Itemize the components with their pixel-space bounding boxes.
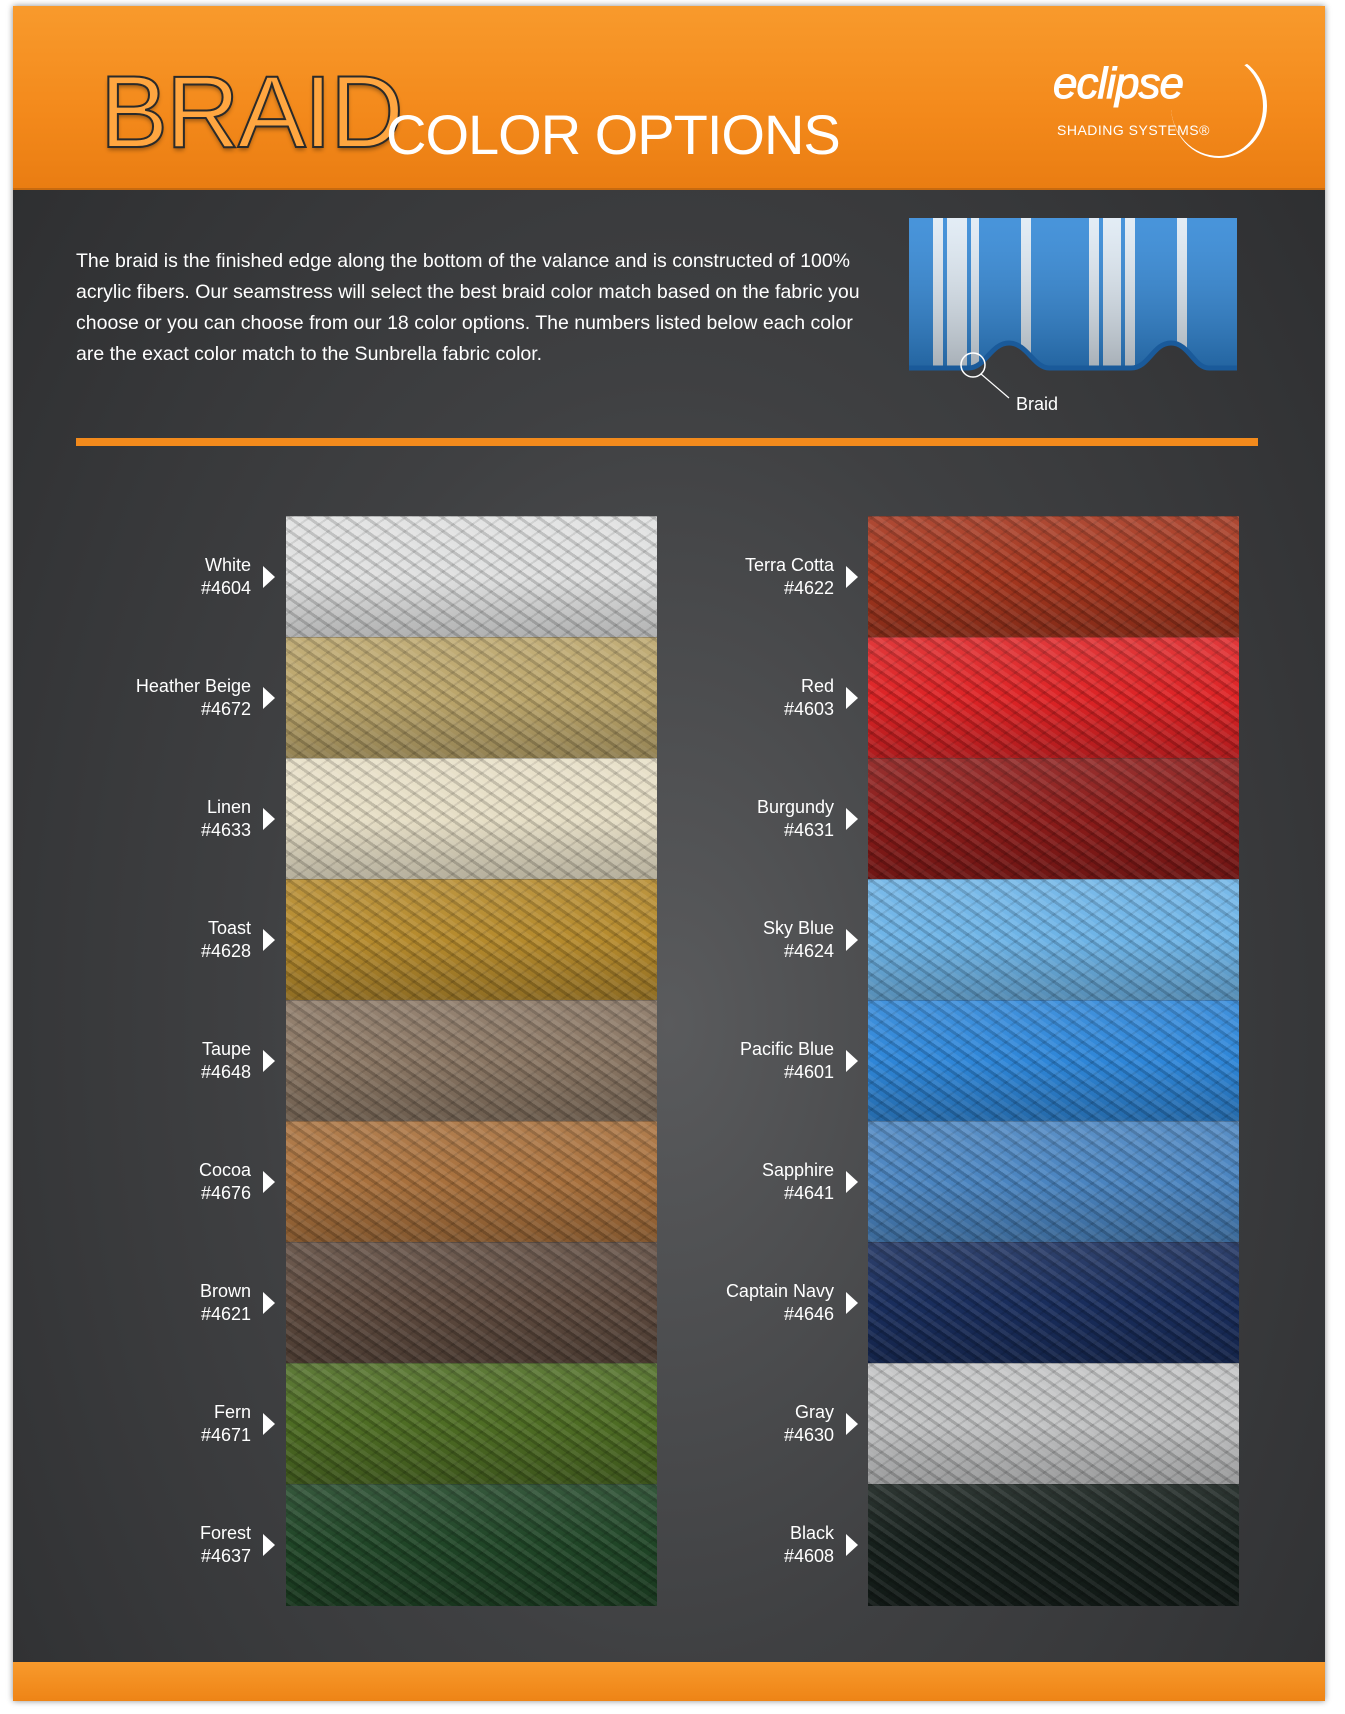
braid-swatch	[868, 758, 1239, 880]
pointer-arrow-icon	[846, 1050, 858, 1072]
swatch-shading	[286, 637, 657, 759]
color-name: Forest	[199, 1523, 251, 1543]
swatch-shading	[286, 1121, 657, 1243]
braid-swatch	[868, 516, 1239, 638]
intro-paragraph: The braid is the finished edge along the bottom of the valance and is constructed of 100% acrylic fibers. Our seamstress will select the best braid color match based on the fabric you choose or you can choose from our 18 color options. The numbers listed below each color are the exact color match to the Sunbrella fabric color.	[76, 250, 860, 365]
pointer-arrow-icon	[263, 1171, 275, 1193]
braid-swatch	[286, 516, 657, 638]
swatch-shading	[286, 1242, 657, 1364]
color-code: #4604	[200, 578, 251, 598]
orange-divider	[76, 438, 1258, 446]
color-code: #4601	[783, 1062, 834, 1082]
pointer-arrow-icon	[846, 929, 858, 951]
color-name: Black	[789, 1523, 834, 1543]
pointer-arrow-icon	[263, 808, 275, 830]
braid-swatch	[868, 879, 1239, 1001]
valance-fabric	[909, 218, 1237, 368]
braid-swatch	[286, 758, 657, 880]
braid-swatch	[286, 879, 657, 1001]
braid-swatch	[868, 1242, 1239, 1364]
color-code: #4608	[783, 1546, 834, 1566]
swatch-shading	[868, 1363, 1239, 1485]
logo-wordmark: eclipse	[1053, 59, 1183, 108]
swatch-shading	[286, 879, 657, 1001]
swatch-shading	[286, 1484, 657, 1606]
pointer-arrow-icon	[263, 566, 275, 588]
color-code: #4646	[783, 1304, 834, 1324]
pointer-arrow-icon	[846, 1413, 858, 1435]
footer-bar	[13, 1662, 1325, 1701]
swatch-shading	[868, 758, 1239, 880]
braid-callout-label: Braid	[1016, 394, 1059, 414]
color-name: Taupe	[201, 1039, 251, 1059]
color-name: Pacific Blue	[739, 1039, 834, 1059]
color-code: #4633	[200, 820, 251, 840]
color-name: Sky Blue	[762, 918, 834, 938]
swatch-shading	[286, 516, 657, 638]
color-name: Burgundy	[756, 797, 834, 817]
brochure-page	[13, 6, 1325, 1701]
swatch-label	[614, 1522, 834, 1568]
color-name: Brown	[199, 1281, 251, 1301]
color-code: #4641	[783, 1183, 834, 1203]
color-code: #4624	[783, 941, 834, 961]
swatch-shading	[286, 1363, 657, 1485]
pointer-arrow-icon	[846, 1292, 858, 1314]
swatch-shading	[868, 1242, 1239, 1364]
pointer-arrow-icon	[263, 1413, 275, 1435]
braid-swatch	[868, 1363, 1239, 1485]
swatch-label	[31, 1159, 251, 1205]
color-name: Terra Cotta	[744, 555, 834, 575]
pointer-arrow-icon	[263, 687, 275, 709]
color-name: White	[204, 555, 251, 575]
swatch-label	[614, 1280, 834, 1326]
color-code: #4603	[783, 699, 834, 719]
color-name: Gray	[794, 1402, 834, 1422]
pointer-arrow-icon	[846, 566, 858, 588]
valance-illustration	[909, 218, 1249, 408]
swatch-label	[31, 1280, 251, 1326]
color-name: Linen	[206, 797, 251, 817]
pointer-arrow-icon	[846, 1534, 858, 1556]
swatch-shading	[868, 1121, 1239, 1243]
color-name: Fern	[213, 1402, 251, 1422]
pointer-arrow-icon	[263, 1292, 275, 1314]
swatch-shading	[868, 516, 1239, 638]
color-code: #4637	[200, 1546, 251, 1566]
braid-swatch	[868, 1000, 1239, 1122]
swatch-shading	[868, 637, 1239, 759]
swatch-label	[614, 917, 834, 963]
swatch-label	[614, 1159, 834, 1205]
swatch-label	[614, 796, 834, 842]
swatch-label	[614, 1038, 834, 1084]
swatch-shading	[286, 758, 657, 880]
color-name: Captain Navy	[725, 1281, 834, 1301]
color-code: #4630	[783, 1425, 834, 1445]
swatch-label	[31, 554, 251, 600]
page-title: BRAID	[100, 55, 402, 169]
swatch-shading	[868, 879, 1239, 1001]
swatch-label	[31, 917, 251, 963]
page-subtitle: COLOR OPTIONS	[386, 103, 840, 166]
swatch-label	[31, 796, 251, 842]
swatch-label	[614, 554, 834, 600]
eclipse-logo	[1053, 56, 1273, 166]
color-code: #4631	[783, 820, 834, 840]
color-code: #4628	[200, 941, 251, 961]
pointer-arrow-icon	[846, 687, 858, 709]
logo-ring-icon	[1171, 54, 1267, 158]
logo-tagline: SHADING SYSTEMS®	[1057, 122, 1210, 138]
pointer-arrow-icon	[846, 1171, 858, 1193]
braid-swatch	[868, 637, 1239, 759]
swatch-label	[31, 1401, 251, 1447]
color-name: Red	[800, 676, 834, 696]
color-name: Heather Beige	[135, 676, 251, 696]
braid-swatch	[286, 1121, 657, 1243]
braid-callout-line	[981, 374, 1009, 398]
color-code: #4672	[200, 699, 251, 719]
braid-swatch	[286, 637, 657, 759]
swatch-label	[31, 1038, 251, 1084]
braid-swatch	[286, 1000, 657, 1122]
header-banner	[13, 6, 1325, 190]
swatch-label	[31, 1522, 251, 1568]
swatch-label	[614, 675, 834, 721]
pointer-arrow-icon	[263, 1050, 275, 1072]
braid-swatch	[286, 1242, 657, 1364]
color-code: #4671	[200, 1425, 251, 1445]
color-name: Toast	[207, 918, 251, 938]
color-code: #4622	[783, 578, 834, 598]
swatch-label	[31, 675, 251, 721]
swatch-shading	[286, 1000, 657, 1122]
color-name: Sapphire	[761, 1160, 834, 1180]
pointer-arrow-icon	[263, 929, 275, 951]
color-name: Cocoa	[198, 1160, 251, 1180]
swatch-shading	[868, 1484, 1239, 1606]
pointer-arrow-icon	[263, 1534, 275, 1556]
pointer-arrow-icon	[846, 808, 858, 830]
braid-swatch	[868, 1121, 1239, 1243]
swatch-label	[614, 1401, 834, 1447]
color-code: #4648	[200, 1062, 251, 1082]
color-code: #4676	[200, 1183, 251, 1203]
braid-swatch	[868, 1484, 1239, 1606]
swatch-shading	[868, 1000, 1239, 1122]
braid-swatch	[286, 1363, 657, 1485]
braid-swatch	[286, 1484, 657, 1606]
color-code: #4621	[200, 1304, 251, 1324]
